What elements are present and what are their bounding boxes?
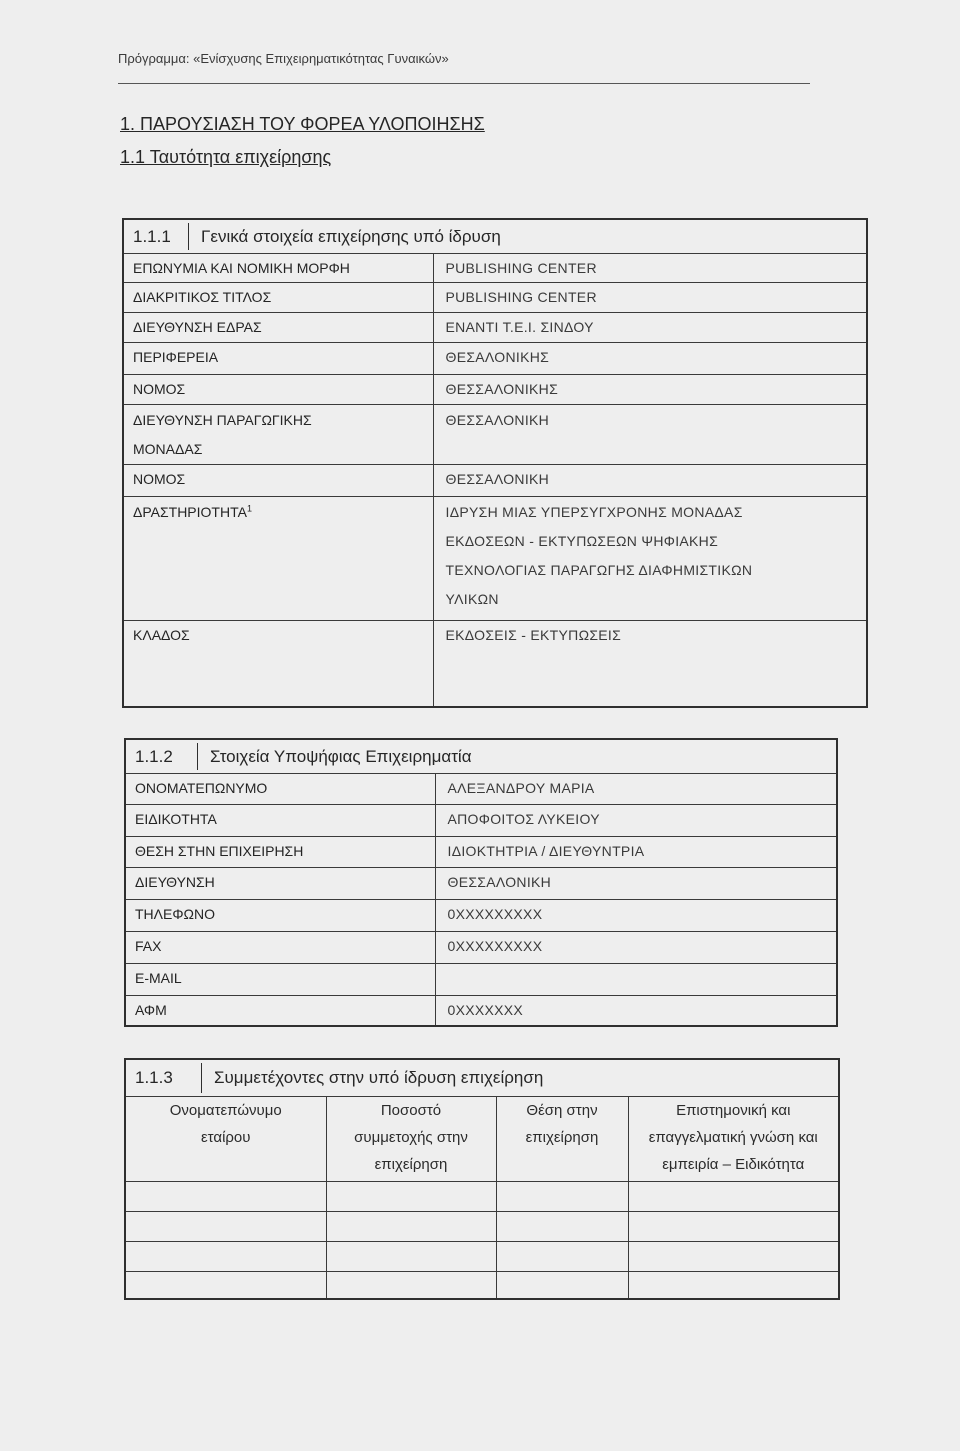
table-caption-row (123, 219, 867, 253)
row-label: ΔΙΕΥΘΥΝΣΗ ΕΔΡΑΣ (123, 312, 433, 342)
column-header-line: Θέση στην (526, 1101, 598, 1119)
table-cell (125, 1181, 326, 1211)
section-title: 1. ΠΑΡΟΥΣΙΑΣΗ ΤΟΥ ΦΟΡΕΑ ΥΛΟΠΟΙΗΣΗΣ (120, 114, 485, 134)
row-value: ΘΕΣΣΑΛΟΝΙΚΗ (433, 464, 867, 496)
row-value: ΘΕΣΣΑΛΟΝΙΚΗ (435, 867, 837, 899)
table-row (125, 963, 837, 995)
table-row (125, 1181, 839, 1211)
table-cell (628, 1241, 839, 1271)
footnote-marker: 1 (246, 502, 252, 513)
table-caption-row (125, 1059, 839, 1096)
table-row (125, 899, 837, 931)
column-header (326, 1096, 496, 1181)
table-row (125, 773, 837, 804)
table-title: Γενικά στοιχεία επιχείρησης υπό ίδρυση (201, 227, 501, 247)
table-number: 1.1.2 (126, 743, 198, 770)
table-cell (326, 1181, 496, 1211)
candidate-info-table (124, 738, 838, 1027)
table-cell (326, 1271, 496, 1299)
row-label: ΔΙΑΚΡΙΤΙΚΟΣ ΤΙΤΛΟΣ (123, 282, 433, 312)
table-cell (326, 1211, 496, 1241)
row-value (435, 963, 837, 995)
row-value: 0XXXXXXX (435, 995, 837, 1026)
row-value: ΑΠΟΦΟΙΤΟΣ ΛΥΚΕΙΟΥ (435, 804, 837, 836)
column-header-line: Επιστημονική και (676, 1101, 791, 1119)
row-value: 0XXXXXXXXX (435, 931, 837, 963)
participants-table (124, 1058, 840, 1300)
company-info-table (122, 218, 868, 708)
column-header (125, 1096, 326, 1181)
table-row (123, 496, 867, 620)
row-label: ΕΙΔΙΚΟΤΗΤΑ (125, 804, 435, 836)
table-row (125, 1211, 839, 1241)
row-value: PUBLISHING CENTER (433, 253, 867, 282)
column-header (496, 1096, 628, 1181)
table-cell (125, 1211, 326, 1241)
table-cell (496, 1181, 628, 1211)
column-header-line: επιχείρηση (374, 1155, 448, 1173)
table-cell (496, 1241, 628, 1271)
row-value: ΘΕΣΣΑΛΟΝΙΚΗΣ (433, 374, 867, 404)
header-rule (118, 83, 810, 84)
table-row (123, 404, 867, 464)
table-cell (496, 1211, 628, 1241)
table-caption (125, 739, 837, 773)
table-title: Συμμετέχοντες στην υπό ίδρυση επιχείρηση (214, 1068, 544, 1088)
column-header-line: Ονοματεπώνυμο (169, 1101, 282, 1119)
table-row (123, 282, 867, 312)
row-label-line: ΜΟΝΑΔΑΣ (133, 440, 203, 457)
table-row (123, 464, 867, 496)
table-row (123, 374, 867, 404)
row-label: ΚΛΑΔΟΣ (123, 620, 433, 707)
table-row (123, 312, 867, 342)
table-row (125, 804, 837, 836)
row-label: ΔΙΕΥΘΥΝΣΗ (125, 867, 435, 899)
table-title: Στοιχεία Υποψήφιας Επιχειρηματία (210, 747, 472, 767)
row-label: ΝΟΜΟΣ (123, 464, 433, 496)
table-cell (628, 1181, 839, 1211)
row-value: ΘΕΣΣΑΛΟΝΙΚΗ (433, 404, 867, 464)
row-label: ΕΠΩΝΥΜΙΑ ΚΑΙ ΝΟΜΙΚΗ ΜΟΡΦΗ (123, 253, 433, 282)
row-value-line: ΙΔΡΥΣΗ ΜΙΑΣ ΥΠΕΡΣΥΓΧΡΟΝΗΣ ΜΟΝΑΔΑΣ (445, 503, 743, 520)
row-label: FAX (125, 931, 435, 963)
table-row (125, 867, 837, 899)
row-label: ΝΟΜΟΣ (123, 374, 433, 404)
row-label: ΤΗΛΕΦΩΝΟ (125, 899, 435, 931)
row-label (123, 404, 433, 464)
row-value: ΘΕΣΑΛΟΝΙΚΗΣ (433, 342, 867, 374)
row-label-line: ΔΙΕΥΘΥΝΣΗ ΠΑΡΑΓΩΓΙΚΗΣ (133, 411, 312, 428)
row-value-line: ΥΛΙΚΩΝ (445, 590, 499, 607)
table-row (125, 931, 837, 963)
row-value-line: ΤΕΧΝΟΛΟΓΙΑΣ ΠΑΡΑΓΩΓΗΣ ΔΙΑΦΗΜΙΣΤΙΚΩΝ (445, 561, 753, 578)
table-header-row (125, 1096, 839, 1181)
column-header-line: εταίρου (201, 1128, 251, 1146)
column-header-line: εμπειρία – Ειδικότητα (662, 1155, 805, 1173)
table-cell (125, 1241, 326, 1271)
table-row (125, 995, 837, 1026)
table-row (125, 836, 837, 867)
table-cell (125, 1271, 326, 1299)
row-value: ΙΔΙΟΚΤΗΤΡΙΑ / ΔΙΕΥΘΥΝΤΡΙΑ (435, 836, 837, 867)
table-row (123, 342, 867, 374)
row-value (433, 496, 867, 620)
row-value: PUBLISHING CENTER (433, 282, 867, 312)
column-header-line: επαγγελματική γνώση και (648, 1128, 818, 1146)
row-value-line: ΕΚΔΟΣΕΩΝ - ΕΚΤΥΠΩΣΕΩΝ ΨΗΦΙΑΚΗΣ (445, 532, 719, 549)
table-cell (628, 1271, 839, 1299)
row-label: ΟΝΟΜΑΤΕΠΩΝΥΜΟ (125, 773, 435, 804)
row-label: E-MAIL (125, 963, 435, 995)
row-label: ΠΕΡΙΦΕΡΕΙΑ (123, 342, 433, 374)
row-label: ΘΕΣΗ ΣΤΗΝ ΕΠΙΧΕΙΡΗΣΗ (125, 836, 435, 867)
table-cell (628, 1211, 839, 1241)
table-caption (123, 219, 867, 253)
row-label: ΑΦΜ (125, 995, 435, 1026)
row-value: ΕΝΑΝΤΙ Τ.Ε.Ι. ΣΙΝΔΟΥ (433, 312, 867, 342)
table-caption-row (125, 739, 837, 773)
table-row (125, 1241, 839, 1271)
row-label-text: ΔΡΑΣΤΗΡΙΟΤΗΤΑ (133, 503, 247, 520)
table-cell (326, 1241, 496, 1271)
row-value: 0XXXXXXXXX (435, 899, 837, 931)
table-row (123, 620, 867, 707)
table-number: 1.1.1 (124, 223, 189, 250)
table-caption (125, 1059, 839, 1096)
column-header-line: επιχείρηση (525, 1128, 599, 1146)
subsection-title: 1.1 Ταυτότητα επιχείρησης (120, 147, 332, 167)
program-header: Πρόγραμμα: «Ενίσχυσης Επιχειρηματικότητας Γυναικών» (118, 51, 449, 66)
row-value: ΑΛΕΞΑΝΔΡΟΥ ΜΑΡΙΑ (435, 773, 837, 804)
row-label (123, 496, 433, 620)
row-value: ΕΚΔΟΣΕΙΣ - ΕΚΤΥΠΩΣΕΙΣ (433, 620, 867, 707)
table-number: 1.1.3 (126, 1063, 202, 1093)
table-row (123, 253, 867, 282)
column-header (628, 1096, 839, 1181)
table-row (125, 1271, 839, 1299)
column-header-line: συμμετοχής στην (354, 1128, 468, 1146)
table-cell (496, 1271, 628, 1299)
column-header-line: Ποσοστό (380, 1101, 442, 1119)
